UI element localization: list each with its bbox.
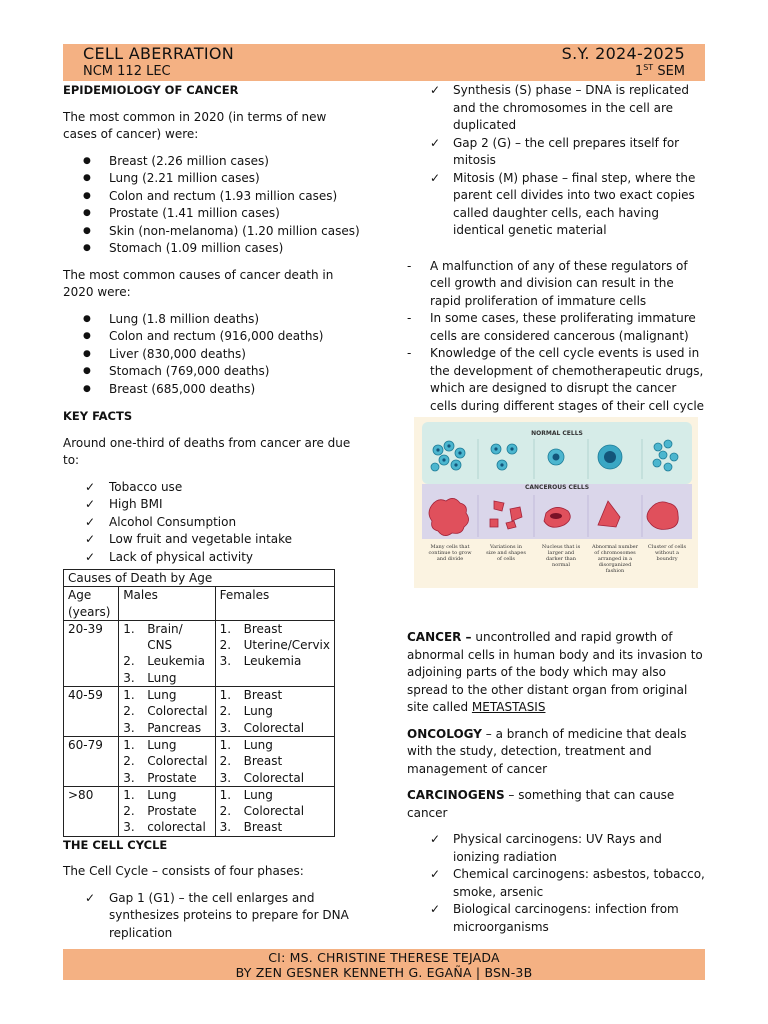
list-item: ✓ Physical carcinogens: UV Rays and ionizing radiation — [430, 832, 662, 864]
table-title: Causes of Death by Age — [64, 570, 335, 587]
check-icon: ✓ — [85, 532, 96, 546]
oncology-definition: ONCOLOGY – a branch of medicine that deals with the study, detection, treatment and management of cancer — [407, 726, 687, 776]
figure-captions — [428, 544, 686, 574]
carcinogens-list — [407, 831, 707, 936]
check-icon: ✓ — [430, 83, 441, 97]
list-item: ✓ Alcohol Consumption — [63, 514, 363, 532]
check-icon: ✓ — [430, 135, 441, 150]
cell-cycle-heading: THE CELL CYCLE — [63, 837, 168, 852]
list-item: ● Lung (2.21 million cases) — [63, 170, 363, 188]
svg-text:Many cells thatcontinue to gro: Many cells that continue to grow and divide — [428, 544, 472, 562]
table-header: Males — [119, 587, 215, 621]
header-banner — [63, 44, 705, 81]
metastasis-term: METASTASIS — [471, 700, 546, 714]
list-item: ✓ Tobacco use — [63, 479, 363, 497]
list-item: ✓ Gap 2 (G) – the cell prepares itself for mitosis — [430, 135, 680, 167]
doc-title: CELL ABERRATION — [83, 44, 235, 63]
regulator-notes-list — [407, 258, 707, 416]
list-item: ✓ High BMI — [63, 496, 363, 514]
list-item: ● Breast (685,000 deaths) — [63, 381, 363, 399]
list-item: ● Stomach (1.09 million cases) — [63, 240, 363, 258]
check-icon: ✓ — [430, 170, 441, 185]
phases-list — [407, 82, 707, 240]
cancerous-cells-label: CANCEROUS CELLS — [524, 484, 590, 491]
cancer-definition: CANCER – uncontrolled and rapid growth of abnormal cells in human body and its invasion to adjoining parts of the body which may also spread to the other distant organ from original site called METASTASIS — [407, 630, 703, 714]
list-item: - A malfunction of any of these regulators of cell growth and division can result in the rapid proliferation of immature cells — [407, 258, 688, 308]
left-column — [63, 82, 363, 942]
check-icon: ✓ — [430, 867, 441, 881]
normal-cells-label: NORMAL CELLS — [531, 430, 583, 437]
check-icon: ✓ — [85, 497, 96, 511]
cell-cycle-list — [63, 890, 363, 943]
table-row: 20-39 1. Brain/ CNS 2. Leukemia 3. Lung 1. Breast 2. Uterine/Cervix 3. Leukemia — [64, 620, 335, 686]
check-icon: ✓ — [85, 479, 96, 494]
list-item: ● Colon and rectum (916,000 deaths) — [63, 328, 363, 346]
table-header: Females — [215, 587, 334, 621]
list-item: ● Breast (2.26 million cases) — [63, 153, 363, 171]
course-code: NCM 112 LEC — [83, 64, 171, 79]
keyfacts-heading: KEY FACTS — [63, 409, 133, 423]
author-line: BY ZEN GESNER KENNETH G. EGAÑA | BSN-3B — [235, 965, 533, 980]
death-intro: The most common causes of cancer death in 2020 were: — [63, 267, 334, 299]
svg-text:Nucleus that islarger anddarke: Nucleus that is larger and darker than normal — [541, 544, 581, 568]
list-item: ✓ Synthesis (S) phase – DNA is replicated and the chromosomes in the cell are duplicated — [430, 83, 689, 132]
instructor-line: CI: MS. CHRISTINE THERESE TEJADA — [268, 950, 500, 965]
list-item: ✓ Gap 1 (G1) – the cell enlarges and synthesizes proteins to prepare for DNA replication — [85, 890, 349, 940]
school-year: S.Y. 2024-2025 — [561, 44, 685, 63]
check-icon: ✓ — [430, 832, 441, 846]
list-item: ● Prostate (1.41 million cases) — [63, 205, 363, 223]
cell-comparison-figure — [414, 417, 698, 588]
svg-text:Variations insize and shapesof: Variations in size and shapes of cells — [486, 544, 526, 562]
table-row: >80 1. Lung 2. Prostate 3. colorectal 1. Lung 2. Colorectal 3. Breast — [64, 786, 335, 836]
footer-banner — [63, 949, 705, 980]
list-item: ● Stomach (769,000 deaths) — [63, 363, 363, 381]
keyfacts-list — [63, 479, 363, 567]
svg-text:Abnormal numberof chromosomesa: Abnormal number of chromosomes arranged in a disorganized fashion — [591, 544, 639, 574]
table-header: Age (years) — [64, 587, 119, 621]
list-item: ✓ Chemical carcinogens: asbestos, tobacco, smoke, arsenic — [430, 867, 705, 899]
svg-text:Cluster of cellswithout abound: Cluster of cells without a boundry — [647, 544, 687, 562]
common-cases-list — [63, 153, 363, 258]
check-icon: ✓ — [85, 890, 96, 905]
list-item: ● Skin (non-melanoma) (1.20 million cases) — [63, 223, 363, 241]
common-deaths-list — [63, 311, 363, 399]
carcinogens-definition: CARCINOGENS – something that can cause cancer — [407, 788, 675, 820]
list-item: ● Colon and rectum (1.93 million cases) — [63, 188, 363, 206]
check-icon: ✓ — [85, 549, 96, 564]
table-row: 60-79 1. Lung 2. Colorectal 3. Prostate 1. Lung 2. Breast 3. Colorectal — [64, 736, 335, 786]
semester: 1ST SEM — [634, 63, 685, 79]
causes-of-death-table — [63, 569, 335, 837]
epidemiology-heading: EPIDEMIOLOGY OF CANCER — [63, 83, 239, 97]
epidemiology-intro: The most common in 2020 (in terms of new cases of cancer) were: — [63, 109, 327, 141]
cell-cycle-intro: The Cell Cycle – consists of four phases: — [63, 864, 304, 879]
keyfacts-intro: Around one-third of deaths from cancer are due to: — [63, 435, 351, 467]
check-icon: ✓ — [430, 902, 441, 916]
list-item: ✓ Lack of physical activity — [63, 549, 363, 567]
list-item: ● Liver (830,000 deaths) — [63, 346, 363, 364]
list-item: - In some cases, these proliferating immature cells are considered cancerous (malignant) — [407, 311, 696, 343]
check-icon: ✓ — [85, 514, 96, 529]
table-row: 40-59 1. Lung 2. Colorectal 3. Pancreas 1. Breast 2. Lung 3. Colorectal — [64, 687, 335, 737]
list-item: ● Lung (1.8 million deaths) — [63, 311, 363, 329]
list-item: ✓ Low fruit and vegetable intake — [63, 531, 363, 549]
list-item: ✓ Mitosis (M) phase – final step, where the parent cell divides into two exact copies called daughter cells, each having identical genetic material — [430, 170, 696, 237]
list-item: ✓ Biological carcinogens: infection from microorganisms — [430, 902, 679, 934]
list-item: - Knowledge of the cell cycle events is used in the development of chemotherapeutic drugs, which are designed to disrupt the cancer cells during different stages of their cell cycle — [407, 346, 705, 413]
